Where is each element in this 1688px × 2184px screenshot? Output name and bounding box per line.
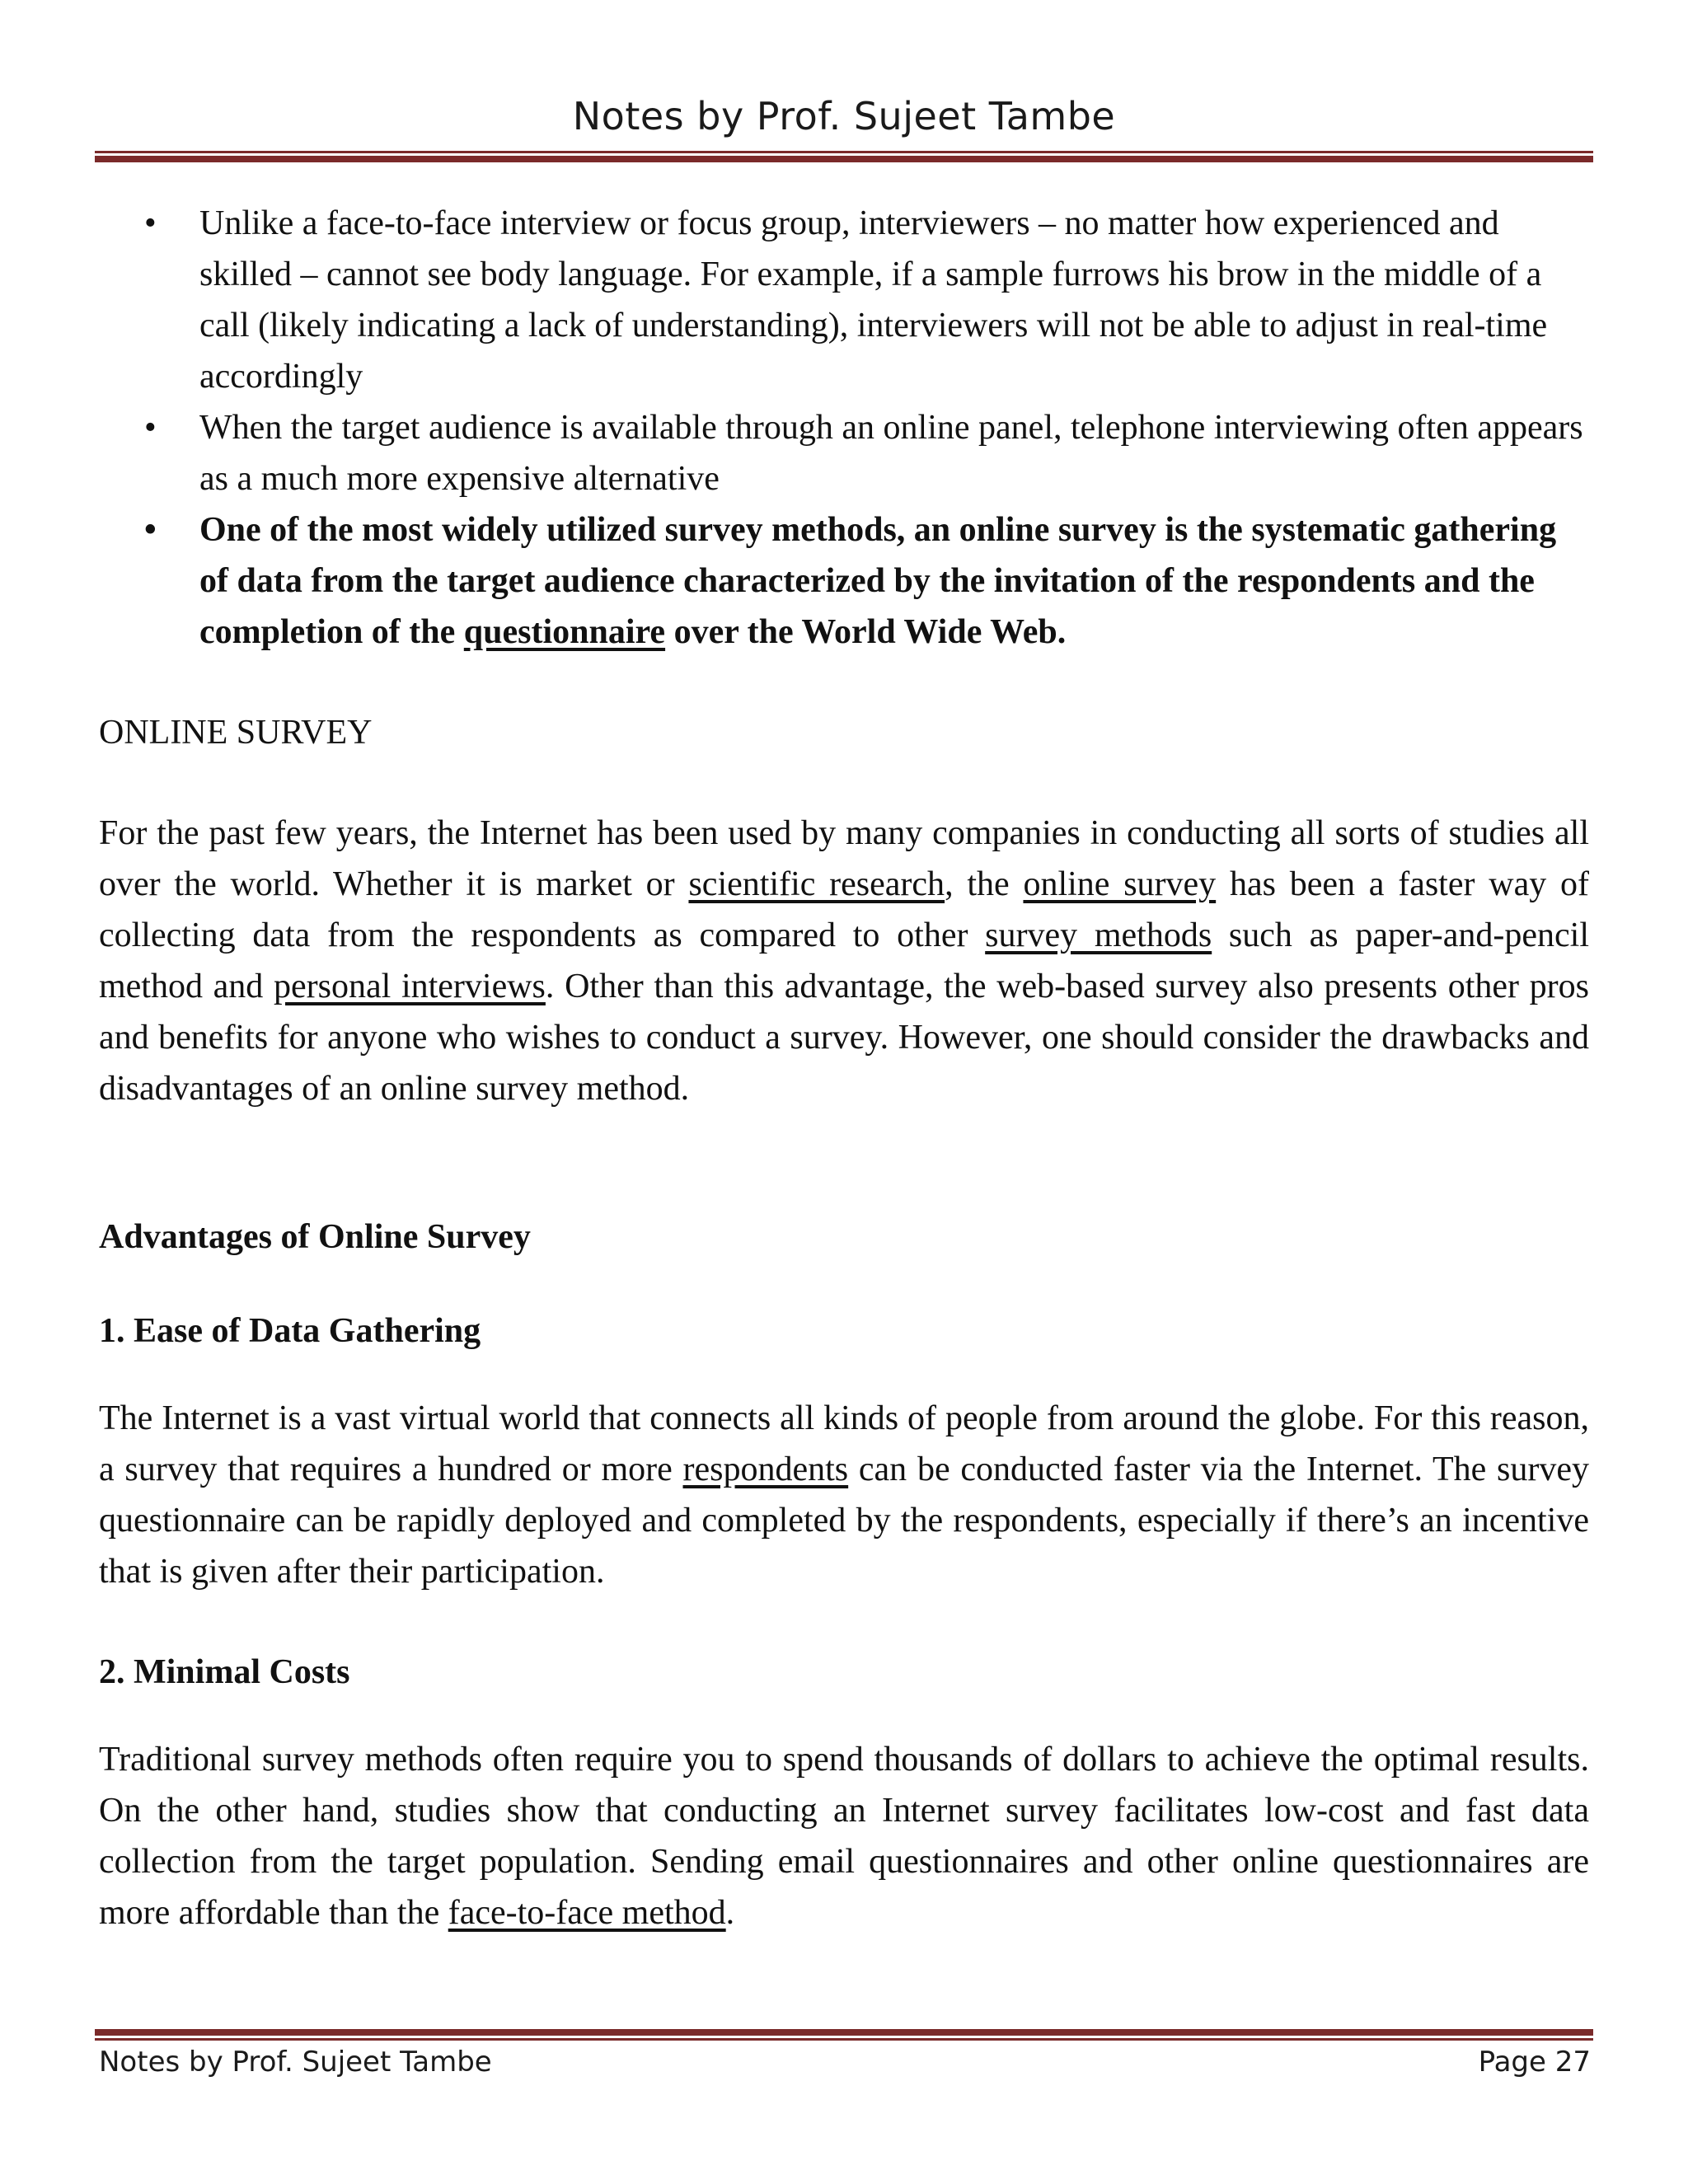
footer-rule-thick xyxy=(95,2029,1593,2036)
bullet-text: When the target audience is available through an online panel, telephone interviewing often appears as a much more expensive alternative xyxy=(199,409,1583,498)
face-to-face-method-link[interactable]: face-to-face method xyxy=(448,1894,726,1932)
text-span: , the xyxy=(945,865,1024,903)
document-body xyxy=(99,198,1589,1938)
survey-methods-link[interactable]: survey methods xyxy=(985,916,1212,954)
text-span: such as paper-and-pencil method and xyxy=(99,916,1590,1005)
advantages-heading: Advantages of Online Survey xyxy=(99,1218,531,1256)
bullet-symbol: • xyxy=(144,511,157,549)
bullet-symbol: • xyxy=(144,409,157,447)
advantage-2-paragraph xyxy=(99,1734,1589,1938)
text-span: . xyxy=(725,1894,735,1932)
bullet-text: over the World Wide Web. xyxy=(665,613,1067,651)
bullet-list xyxy=(99,198,1589,658)
questionnaire-link[interactable]: questionnaire xyxy=(463,613,666,651)
bullet-item xyxy=(99,198,1589,402)
footer-author: Notes by Prof. Sujeet Tambe xyxy=(99,2046,492,2079)
text-span: For the past few years, the Internet has been used by many companies in conducting all sorts of studies all over the world. Whether it is market or xyxy=(99,814,1589,903)
scientific-research-link[interactable]: scientific research xyxy=(688,865,945,903)
bullet-text: One of the most widely utilized survey methods, an online survey is the systematic gathering of data from the target audience characterized by the invitation of the respondents and the completion of the xyxy=(199,511,1557,651)
page-header-title: Notes by Prof. Sujeet Tambe xyxy=(572,94,1116,138)
bullet-item xyxy=(99,402,1589,504)
advantage-1-paragraph xyxy=(99,1393,1589,1597)
respondents-link[interactable]: respondents xyxy=(682,1451,849,1488)
text-span: has been a faster way of collecting data from the respondents as compared to other xyxy=(99,865,1589,954)
section-title: ONLINE SURVEY xyxy=(99,714,373,752)
advantage-2-heading: 2. Minimal Costs xyxy=(99,1653,350,1691)
bullet-text: Unlike a face-to-face interview or focus group, interviewers – no matter how experienced and skilled – cannot see body language. For example, if a sample furrows his brow in the middle of a call (likely indicating a lack of understanding), interviewers will not be able to adjust in real-time accordingly xyxy=(199,204,1548,396)
text-span: Traditional survey methods often require you to spend thousands of dollars to achieve the optimal results. On the other hand, studies show that conducting an Internet survey facilitates low-cost and fast data collection from the target population. Sending email questionnaires and other online questionnaires are more affordable than the xyxy=(99,1741,1589,1932)
bullet-symbol: • xyxy=(144,204,157,242)
footer-page-number: Page 27 xyxy=(1478,2046,1591,2079)
online-survey-link[interactable]: online survey xyxy=(1023,865,1217,903)
intro-paragraph xyxy=(99,808,1589,1114)
text-span: . Other than this advantage, the web-based survey also presents other pros and benefits for anyone who wishes to conduct a survey. However, one should consider the drawbacks and disadvantages of an online survey method. xyxy=(99,968,1589,1108)
bullet-item xyxy=(99,504,1589,658)
text-span: The Internet is a vast virtual world that connects all kinds of people from around the globe. For this reason, a survey that requires a hundred or more xyxy=(99,1399,1589,1488)
header-rule-thick xyxy=(95,156,1593,162)
advantage-1-heading: 1. Ease of Data Gathering xyxy=(99,1312,481,1350)
text-span: can be conducted faster via the Internet. The survey questionnaire can be rapidly deployed and completed by the respondents, especially if there’s an incentive that is given after their participation. xyxy=(99,1451,1589,1591)
personal-interviews-link[interactable]: personal interviews xyxy=(273,968,546,1005)
header-rule-thin xyxy=(95,151,1593,153)
footer-rule-thin xyxy=(95,2038,1593,2041)
